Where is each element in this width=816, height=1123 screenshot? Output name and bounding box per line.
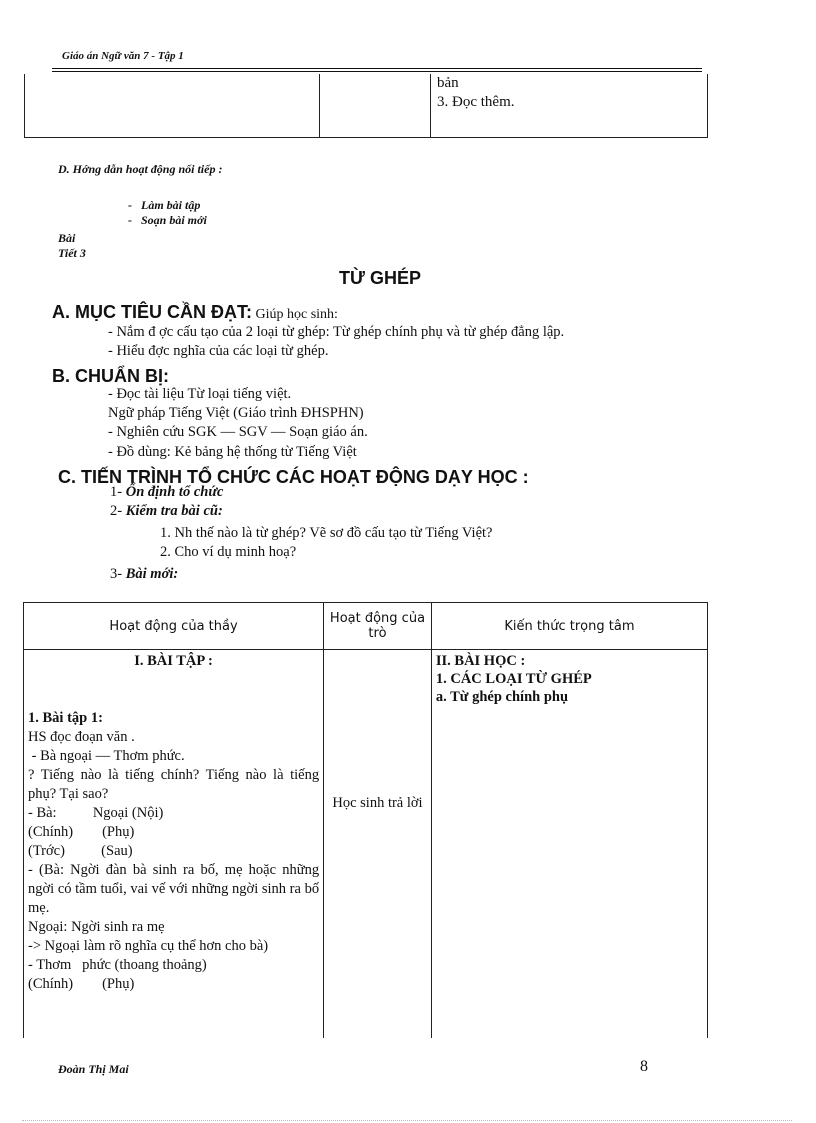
exercise-title: I. BÀI TẬP : — [134, 653, 213, 669]
header-student-activity: Hoạt động của trò — [324, 603, 432, 650]
cont-cell-3: bản 3. Đọc thêm. — [431, 74, 708, 138]
section-b-line: - Đồ dùng: Kẻ bảng hệ thống từ Tiếng Việt — [108, 444, 357, 460]
section-a-heading: A. MỤC TIÊU CẦN ĐẠT: Giúp học sinh: — [52, 302, 338, 322]
section-a-line: - Nắm đ ợc cấu tạo của 2 loại từ ghép: Từ ghép chính phụ và từ ghép đẳng lập. — [108, 324, 565, 340]
teacher-activity-cell: I. BÀI TẬP : 1. Bài tập 1: HS đọc đoạn văn . - Bà ngoại — Thơm phức. ? Tiếng nào là tiếng chính? Tiếng nào là tiếng phụ? Tại sao? - Bà: Ngoại (Nội) (Chính) (Phụ) (Trớc) (Sau) - (Bà: Ngời đàn bà sinh ra bố, mẹ hoặc những ngời có tầm tuổi, vai vế với những ngời sinh ra bố mẹ. Ngoại: Ngời sinh ra mẹ -> Ngoại làm rõ nghĩa cụ thể hơn cho bà) - Thơm phức (thoang thoảng) (Chính) (Phụ) — [24, 650, 324, 1039]
section-d-item: - Soạn bài mới — [128, 213, 207, 227]
key-knowledge-cell: II. BÀI HỌC : 1. CÁC LOẠI TỪ GHÉP a. Từ ghép chính phụ — [431, 650, 707, 1039]
lesson-table — [23, 602, 708, 1038]
section-b-line: Ngữ pháp Tiếng Việt (Giáo trình ĐHSPHN) — [108, 405, 364, 421]
student-activity-cell — [324, 650, 432, 1039]
page-edge — [22, 1120, 792, 1121]
section-b-line: - Đọc tài liệu Từ loại tiếng việt. — [108, 386, 292, 402]
cont-cell-1 — [25, 74, 320, 138]
tiet-label: Tiết 3 — [58, 246, 86, 260]
section-d-item: - Làm bài tập — [128, 198, 201, 212]
header-rule-double — [52, 71, 702, 72]
review-question: 1. Nh thế nào là từ ghép? Vẽ sơ đồ cấu tạo từ Tiếng Việt? — [160, 525, 493, 541]
lesson-title: TỪ GHÉP — [339, 268, 421, 288]
step-3: 3- Bài mới: — [110, 566, 179, 582]
section-b-line: - Nghiên cứu SGK — SGV — Soạn giáo án. — [108, 424, 368, 440]
step-1: 1- Ổn định tổ chức — [110, 484, 224, 500]
section-b-heading: B. CHUẨN BỊ: — [52, 366, 169, 386]
header-teacher-activity: Hoạt động của thầy — [24, 603, 324, 650]
cont-cell-2 — [320, 74, 431, 138]
header-rule — [52, 68, 702, 69]
bai-label: Bài — [58, 231, 76, 245]
exercise-1-title: 1. Bài tập 1: — [28, 710, 103, 726]
section-a-line: - Hiểu đợc nghĩa của các loại từ ghép. — [108, 343, 329, 359]
footer-author: Đoàn Thị Mai — [58, 1062, 129, 1076]
page-number: 8 — [640, 1058, 648, 1075]
header-key-knowledge: Kiến thức trọng tâm — [431, 603, 707, 650]
section-c-heading: C. TIẾN TRÌNH TỔ CHỨC CÁC HOẠT ĐỘNG DẠY HỌC : — [58, 467, 529, 487]
step-2: 2- Kiểm tra bài cũ: — [110, 503, 223, 519]
review-question: 2. Cho ví dụ minh hoạ? — [160, 544, 297, 560]
running-header: Giáo án Ngữ văn 7 - Tập 1 — [62, 50, 184, 62]
student-answer: Học sinh trả lời — [332, 795, 423, 811]
continued-table — [24, 74, 708, 138]
section-d-heading: D. Hớng dẫn hoạt động nối tiếp : — [58, 162, 223, 176]
